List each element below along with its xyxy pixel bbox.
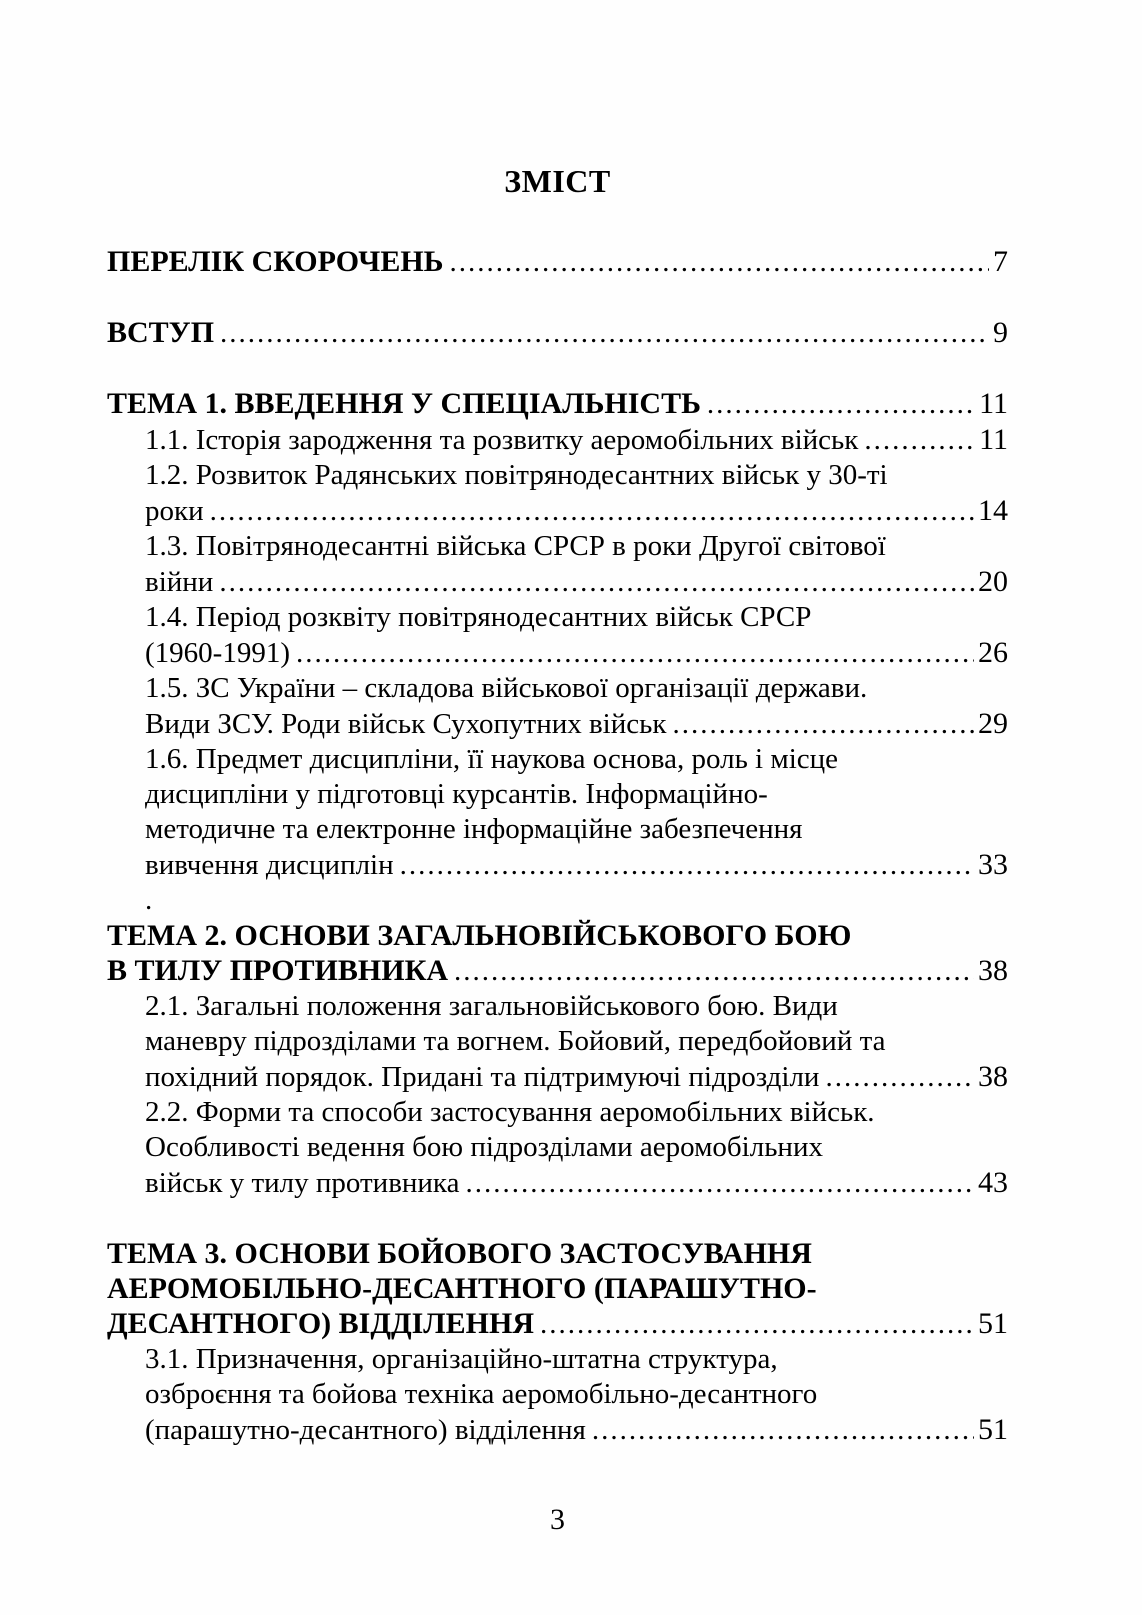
dot-leader bbox=[672, 707, 974, 742]
toc-line: . bbox=[145, 884, 153, 916]
toc-line bbox=[107, 386, 1008, 422]
toc-entry bbox=[145, 883, 1008, 918]
toc-entry-text: вивчення дисциплін bbox=[145, 849, 394, 881]
toc-entry bbox=[145, 1095, 1008, 1201]
toc-line: 1.3. Повітрянодесантні війська СРСР в роки Другої світової bbox=[145, 530, 886, 562]
toc-line: 3.1. Призначення, організаційно-штатна структура, bbox=[145, 1343, 778, 1375]
toc-line: 2.1. Загальні положення загальновійськового бою. Види bbox=[145, 990, 838, 1022]
toc-entry-text: 1.1. Історія зародження та розвитку аеромобільних військ bbox=[145, 424, 859, 456]
toc-list bbox=[107, 244, 1008, 1448]
toc-entry bbox=[145, 671, 1008, 742]
dot-leader bbox=[707, 387, 975, 422]
toc-line bbox=[145, 1165, 1008, 1201]
toc-page-number: 29 bbox=[978, 707, 1008, 740]
page-title: ЗМІСТ bbox=[504, 163, 611, 199]
toc-entry-text: роки bbox=[145, 495, 204, 527]
dot-leader bbox=[465, 1166, 974, 1201]
toc-line: ТЕМА 2. ОСНОВИ ЗАГАЛЬНОВІЙСЬКОВОГО БОЮ bbox=[107, 919, 852, 952]
toc-entry bbox=[107, 918, 1008, 989]
toc-entry bbox=[145, 458, 1008, 529]
dot-leader bbox=[454, 954, 974, 989]
toc-entry-text: ВСТУП bbox=[107, 316, 215, 349]
toc-content bbox=[107, 160, 1008, 1448]
toc-line: озброєння та бойова техніка аеромобільно-десантного bbox=[145, 1378, 818, 1410]
toc-line bbox=[145, 847, 1008, 883]
toc-page-number: 43 bbox=[978, 1166, 1008, 1199]
toc-page-number: 11 bbox=[979, 423, 1008, 456]
dot-leader bbox=[864, 423, 975, 458]
dot-leader bbox=[540, 1307, 974, 1342]
dot-leader bbox=[450, 245, 989, 280]
toc-line: дисципліни у підготовці курсантів. Інформаційно- bbox=[145, 778, 768, 810]
toc-entry-text: (парашутно-десантного) відділення bbox=[145, 1414, 586, 1446]
toc-entry bbox=[145, 989, 1008, 1095]
dot-leader bbox=[210, 494, 974, 529]
toc-page-number: 7 bbox=[993, 245, 1008, 278]
toc-line: Особливості ведення бою підрозділами аеромобільних bbox=[145, 1131, 823, 1163]
toc-page-number: 51 bbox=[978, 1307, 1008, 1340]
toc-entry bbox=[107, 386, 1008, 422]
toc-line bbox=[145, 493, 1008, 529]
toc-line bbox=[145, 635, 1008, 671]
toc-line bbox=[107, 953, 1008, 989]
toc-line: АЕРОМОБІЛЬНО-ДЕСАНТНОГО (ПАРАШУТНО- bbox=[107, 1272, 817, 1305]
toc-line bbox=[107, 244, 1008, 280]
toc-page-number: 38 bbox=[978, 954, 1008, 987]
toc-entry bbox=[107, 315, 1008, 351]
toc-entry-text: ДЕСАНТНОГО) ВІДДІЛЕННЯ bbox=[107, 1307, 535, 1340]
toc-entry-text: похідний порядок. Придані та підтримуючі підрозділи bbox=[145, 1061, 820, 1093]
toc-line bbox=[107, 1306, 1008, 1342]
toc-page-number: 20 bbox=[978, 565, 1008, 598]
toc-entry bbox=[145, 600, 1008, 671]
toc-entry-text: Види ЗСУ. Роди військ Сухопутних військ bbox=[145, 708, 667, 740]
toc-entry bbox=[107, 244, 1008, 280]
dot-leader bbox=[296, 636, 974, 671]
toc-page-number: 9 bbox=[993, 316, 1008, 349]
toc-line bbox=[145, 564, 1008, 600]
toc-page-number: 51 bbox=[978, 1413, 1008, 1446]
dot-leader bbox=[219, 565, 974, 600]
toc-line bbox=[145, 706, 1008, 742]
toc-page-number: 11 bbox=[979, 387, 1008, 420]
toc-entry bbox=[145, 742, 1008, 883]
dot-leader bbox=[825, 1060, 974, 1095]
toc-line: 2.2. Форми та способи застосування аеромобільних військ. bbox=[145, 1096, 875, 1128]
toc-line: методичне та електронне інформаційне забезпечення bbox=[145, 813, 803, 845]
toc-entry-text: (1960-1991) bbox=[145, 637, 290, 669]
toc-entry-text: ПЕРЕЛІК СКОРОЧЕНЬ bbox=[107, 245, 444, 278]
toc-line: ТЕМА 3. ОСНОВИ БОЙОВОГО ЗАСТОСУВАННЯ bbox=[107, 1237, 812, 1270]
toc-line bbox=[107, 315, 1008, 351]
toc-entry bbox=[145, 1342, 1008, 1448]
toc-line: 1.6. Предмет дисципліни, її наукова основа, роль і місце bbox=[145, 743, 839, 775]
toc-page-number: 33 bbox=[978, 848, 1008, 881]
toc-entry-text: війни bbox=[145, 566, 214, 598]
toc-page-number: 14 bbox=[978, 494, 1008, 527]
toc-entry bbox=[145, 422, 1008, 458]
toc-entry-text: В ТИЛУ ПРОТИВНИКА bbox=[107, 954, 448, 987]
folio-page-number: 3 bbox=[550, 1503, 565, 1536]
toc-line bbox=[145, 422, 1008, 458]
toc-page-number: 38 bbox=[978, 1060, 1008, 1093]
toc-line: маневру підрозділами та вогнем. Бойовий, передбойовий та bbox=[145, 1025, 886, 1057]
toc-entry bbox=[145, 529, 1008, 600]
dot-leader bbox=[220, 316, 989, 351]
dot-leader bbox=[400, 848, 974, 883]
toc-entry-text: ТЕМА 1. ВВЕДЕННЯ У СПЕЦІАЛЬНІСТЬ bbox=[107, 387, 701, 420]
toc-entry-text: військ у тилу противника bbox=[145, 1167, 460, 1199]
toc-entry bbox=[107, 1236, 1008, 1342]
toc-line bbox=[145, 1412, 1008, 1448]
toc-line: 1.4. Період розквіту повітрянодесантних військ СРСР bbox=[145, 601, 812, 633]
toc-line bbox=[145, 1059, 1008, 1095]
toc-page-number: 26 bbox=[978, 636, 1008, 669]
toc-line: 1.2. Розвиток Радянських повітрянодесантних військ у 30-ті bbox=[145, 459, 888, 491]
toc-line: 1.5. ЗС України – складова військової організації держави. bbox=[145, 672, 868, 704]
dot-leader bbox=[592, 1413, 974, 1448]
